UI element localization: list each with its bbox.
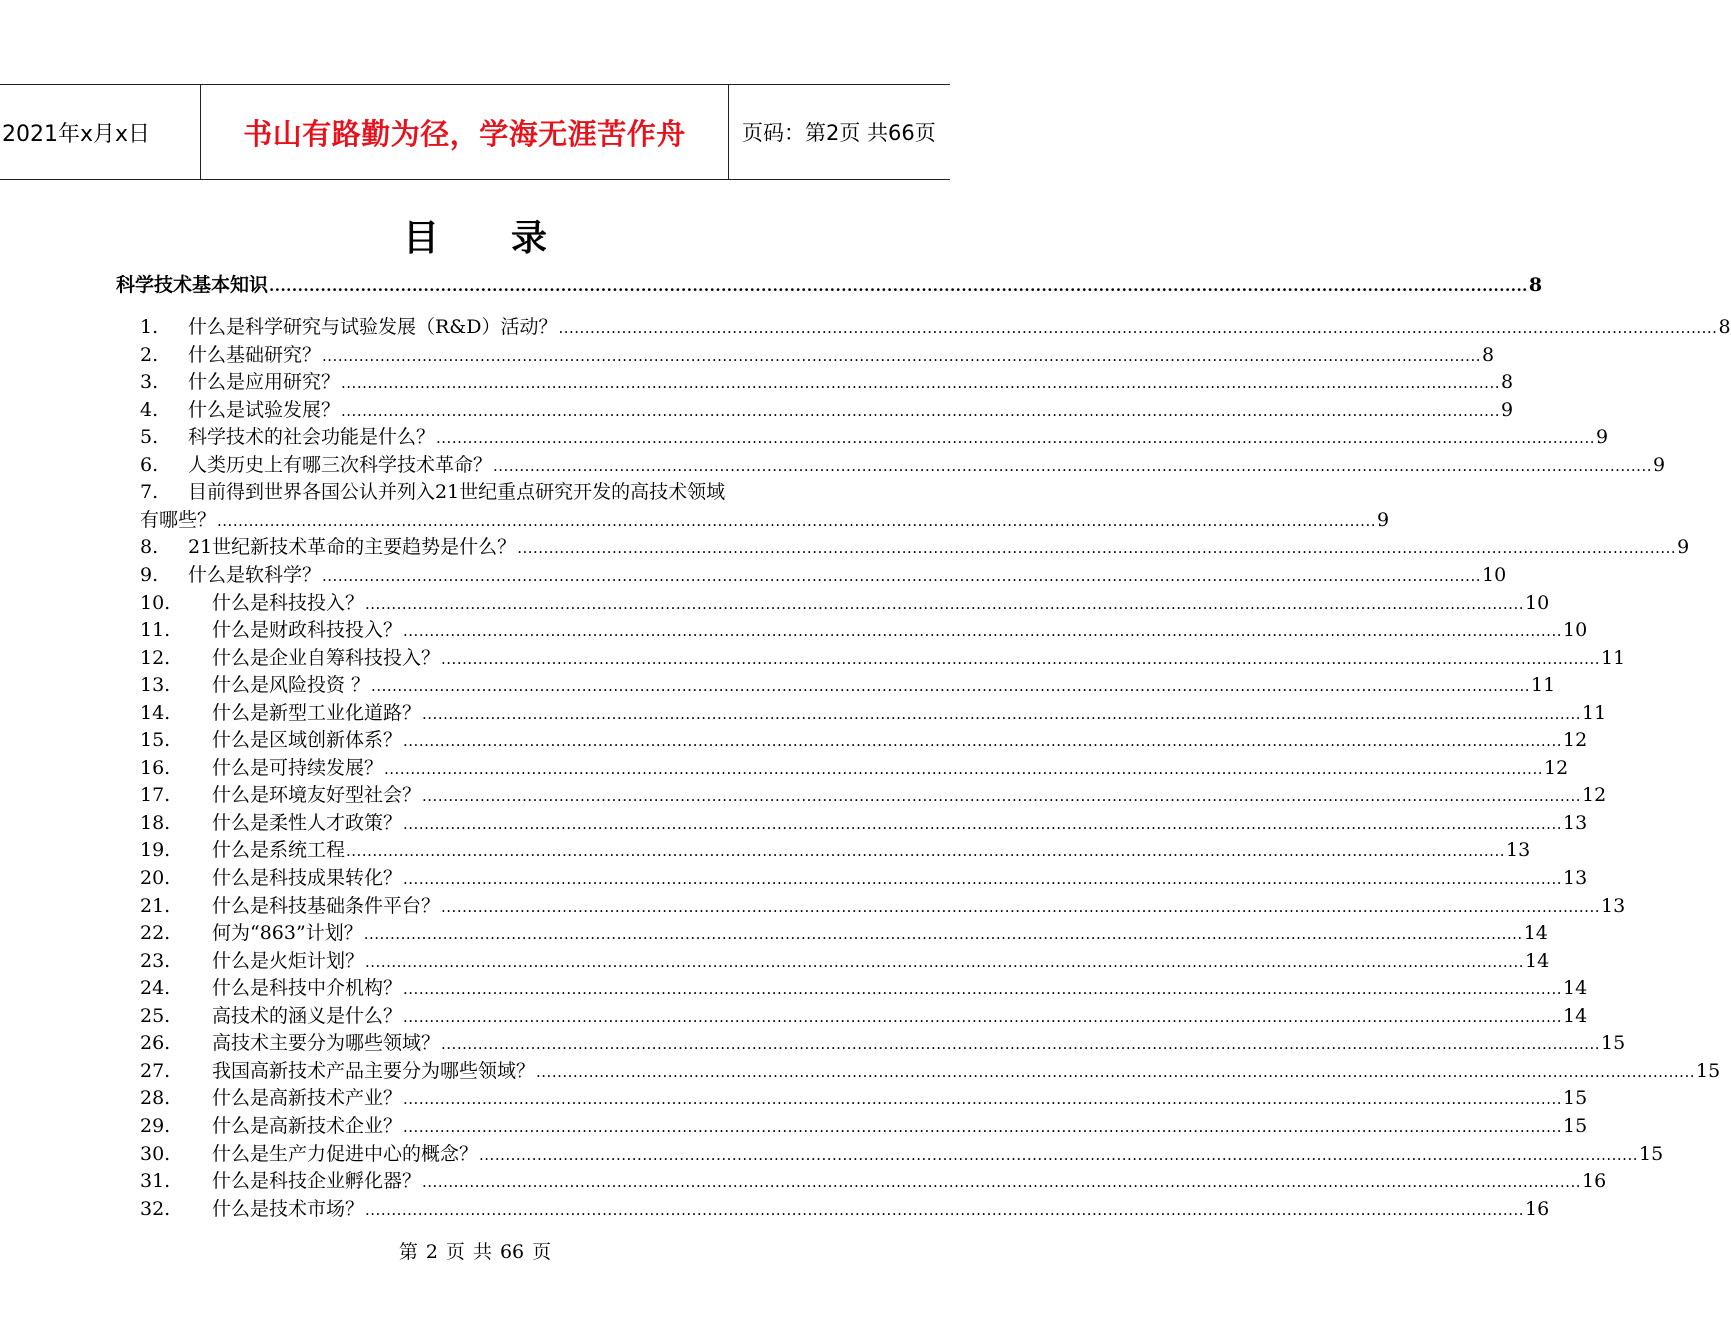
toc-item-number: 5. <box>140 426 159 449</box>
toc-leader-dots: ............................................................................................................................................................................................................................ <box>441 649 1600 668</box>
toc-item[interactable] <box>140 918 1548 945</box>
toc-item-number: 23. <box>140 949 171 972</box>
toc-leader-dots: ............................................................................................................................................................................................................................ <box>403 814 1562 833</box>
toc-item-page: 10 <box>1482 563 1507 586</box>
toc-item-text: 什么是财政科技投入？ <box>212 619 403 642</box>
toc-item-number: 21. <box>140 894 171 917</box>
toc-item[interactable] <box>140 725 1588 752</box>
toc-item-text: 目前得到世界各国公认并列入21世纪重点研究开发的高技术领域 <box>188 481 726 504</box>
toc-item-number: 7. <box>140 481 159 504</box>
toc-item-number: 32. <box>140 1197 171 1220</box>
toc-item-number: 27. <box>140 1059 171 1082</box>
toc-leader-dots: ............................................................................................................................................................................................................................ <box>322 566 1481 585</box>
toc-item-text-continued: 有哪些？ <box>140 508 217 531</box>
toc-leader-dots: ............................................................................................................................................................................................................................ <box>217 511 1376 530</box>
toc-item-text: 什么是柔性人才政策？ <box>212 811 403 834</box>
toc-item[interactable] <box>140 753 1569 780</box>
toc-leader-dots: ............................................................................................................................................................................................................................ <box>403 732 1562 751</box>
toc-item[interactable] <box>140 1139 1664 1166</box>
toc-item-number: 16. <box>140 756 171 779</box>
page-footer <box>0 1237 950 1264</box>
toc-item[interactable] <box>140 395 1514 422</box>
toc-item-text: 什么是区域创新体系？ <box>212 729 403 752</box>
toc-item-number: 17. <box>140 784 171 807</box>
toc-item-text: 什么是科技基础条件平台？ <box>212 894 441 917</box>
toc-leader-dots: ............................................................................................................................................................................................................................ <box>403 1007 1562 1026</box>
toc-item[interactable] <box>140 1083 1588 1110</box>
toc-item[interactable] <box>140 532 1690 559</box>
toc-item-number: 28. <box>140 1087 171 1110</box>
toc-item-number: 26. <box>140 1032 171 1055</box>
toc-item-text: 什么是技术市场？ <box>212 1197 365 1220</box>
toc-item-number: 19. <box>140 839 171 862</box>
toc-leader-dots: ............................................................................................................................................................................................................................ <box>403 622 1562 641</box>
toc-item-page: 13 <box>1601 894 1626 917</box>
header-date: 2021年x月x日 <box>0 85 201 179</box>
toc-item-text: 什么是应用研究？ <box>188 371 341 394</box>
toc-item-number: 11. <box>140 619 171 642</box>
toc-item[interactable] <box>140 1056 1721 1083</box>
toc-item-number: 1. <box>140 316 159 338</box>
header-motto: 书山有路勤为径，学海无涯苦作舟 <box>201 85 729 179</box>
toc-leader-dots: ............................................................................................................................................................................................................................ <box>363 925 1523 944</box>
toc-leader-dots: ............................................................................................................................................................................................................................ <box>403 870 1562 888</box>
toc-item-page: 13 <box>1563 811 1588 834</box>
toc-item-text: 什么是科技成果转化？ <box>212 867 403 889</box>
toc-item-number: 9. <box>140 563 159 586</box>
toc-item-page: 15 <box>1563 1114 1588 1137</box>
toc-item-text: 什么是生产力促进中心的概念？ <box>212 1142 479 1165</box>
toc-item-number: 8. <box>140 536 159 559</box>
toc-item[interactable] <box>140 973 1588 1000</box>
toc-item-page: 8 <box>1718 316 1731 338</box>
toc-item-page: 11 <box>1582 701 1607 724</box>
toc-item[interactable] <box>140 1166 1607 1193</box>
toc-item-text: 什么是科学研究与试验发展（R&D）活动？ <box>188 316 558 338</box>
toc-item-page: 16 <box>1582 1170 1607 1193</box>
toc-item-number: 4. <box>140 398 159 421</box>
toc-leader-dots: ............................................................................................................................................................................................................................ <box>441 897 1600 916</box>
toc-item-text: 什么基础研究？ <box>188 343 322 366</box>
toc-leader-dots: ............................................................................................................................................................................................................................ <box>341 374 1500 393</box>
toc-leader-dots: ............................................................................................................................................................................................................................ <box>422 1173 1581 1192</box>
toc-item-page: 14 <box>1525 949 1550 972</box>
toc-item-number: 20. <box>140 867 171 889</box>
toc-leader-dots: ............................................................................................................................................................................................................................ <box>341 401 1500 420</box>
toc-item[interactable] <box>140 670 1556 697</box>
toc-leader-dots: ............................................................................................................................................................................................................................ <box>517 539 1677 558</box>
toc-item[interactable] <box>140 312 1731 339</box>
toc-item-page: 9 <box>1596 426 1609 449</box>
toc-leader-dots: ............................................................................................................................................................................................................................ <box>365 952 1524 971</box>
toc-item-page: 10 <box>1525 591 1550 614</box>
toc-item[interactable] <box>140 1111 1588 1138</box>
toc-item-text: 高技术的涵义是什么？ <box>212 1004 403 1027</box>
toc-item-text: 什么是火炬计划？ <box>212 949 365 972</box>
toc-leader-dots: ............................................................................................................................................................................................................................ <box>536 1062 1695 1081</box>
toc-item-number: 6. <box>140 453 159 476</box>
toc-item-text: 什么是企业自筹科技投入？ <box>212 646 441 669</box>
toc-leader-dots: ............................................................................................................................................................................................................................ <box>371 677 1531 696</box>
toc-item-text: 21世纪新技术革命的主要趋势是什么？ <box>188 536 517 559</box>
toc-item-number: 13. <box>140 674 171 697</box>
toc-item-page: 11 <box>1601 646 1626 669</box>
toc-item[interactable] <box>140 450 1666 477</box>
toc-item[interactable] <box>140 588 1550 615</box>
toc-item-page: 12 <box>1544 756 1569 779</box>
toc-leader-dots: ............................................................................................................................................................................................................................ <box>493 456 1652 475</box>
toc-item[interactable] <box>140 835 1531 862</box>
toc-item-number: 10. <box>140 591 171 614</box>
toc-item-number: 30. <box>140 1142 171 1165</box>
toc-item-number: 25. <box>140 1004 171 1027</box>
toc-item-page: 9 <box>1501 398 1514 421</box>
toc-item-page: 11 <box>1531 674 1556 697</box>
toc-leader-dots: ............................................................................................................................................................................................................................ <box>346 842 1505 861</box>
footer-mid: 页 共 <box>445 1241 492 1263</box>
toc-item-text: 何为“863”计划？ <box>212 922 363 945</box>
toc-item-text: 科学技术的社会功能是什么？ <box>188 426 436 449</box>
toc-item-page: 15 <box>1563 1087 1588 1110</box>
toc-item[interactable] <box>140 1001 1588 1028</box>
toc-item[interactable] <box>140 615 1588 642</box>
header-page-info: 页码：第2页 共66页 <box>742 121 936 145</box>
toc-leader-dots: ............................................................................................................................................................................................................................ <box>269 277 1528 295</box>
toc-leader-dots: ............................................................................................................................................................................................................................ <box>436 429 1595 448</box>
toc-item-page: 16 <box>1525 1197 1550 1220</box>
toc-item-page: 9 <box>1653 453 1666 476</box>
toc-item-text: 什么是科技投入？ <box>212 591 365 614</box>
toc-item-text: 什么是风险投资 ？ <box>212 674 371 697</box>
toc-leader-dots: ............................................................................................................................................................................................................................ <box>441 1035 1600 1054</box>
toc-item-page: 8 <box>1501 371 1514 394</box>
toc-item-page: 13 <box>1506 839 1531 862</box>
toc-item-text: 什么是系统工程 <box>212 839 346 862</box>
footer-prefix: 第 <box>398 1241 418 1263</box>
toc-item[interactable] <box>140 1194 1550 1221</box>
toc-item[interactable] <box>140 891 1626 918</box>
toc-item-text: 什么是科技企业孵化器？ <box>212 1170 422 1193</box>
toc-item-text: 什么是软科学？ <box>188 563 322 586</box>
toc-section-heading[interactable] <box>116 270 1543 297</box>
footer-page: 2 <box>425 1241 438 1263</box>
toc-leader-dots: ............................................................................................................................................................................................................................ <box>479 1145 1638 1164</box>
toc-item-text: 我国高新技术产品主要分为哪些领域？ <box>212 1059 536 1082</box>
toc-item-number: 12. <box>140 646 171 669</box>
toc-item[interactable] <box>140 946 1550 973</box>
toc-item-number: 22. <box>140 922 171 945</box>
toc-item-text: 什么是高新技术企业？ <box>212 1114 403 1137</box>
toc-item-page: 12 <box>1582 784 1607 807</box>
toc-leader-dots: ............................................................................................................................................................................................................................ <box>365 1200 1524 1219</box>
toc-item-number: 18. <box>140 811 171 834</box>
toc-section-page: 8 <box>1528 274 1543 296</box>
toc-item-page: 15 <box>1639 1142 1664 1165</box>
toc-item-text: 什么是可持续发展？ <box>212 756 384 779</box>
toc-leader-dots: ............................................................................................................................................................................................................................ <box>558 319 1718 337</box>
toc-item[interactable] <box>140 367 1514 394</box>
toc-item[interactable] <box>140 698 1607 725</box>
toc-item-text: 什么是新型工业化道路？ <box>212 701 422 724</box>
toc-item-page: 12 <box>1563 729 1588 752</box>
toc-item-text: 什么是试验发展？ <box>188 398 341 421</box>
page-title: 目录 <box>402 217 619 259</box>
toc-item-text: 什么是环境友好型社会？ <box>212 784 422 807</box>
toc-item-page: 9 <box>1377 508 1390 531</box>
toc-item-page: 8 <box>1482 343 1495 366</box>
toc-item[interactable] <box>140 422 1609 449</box>
toc-leader-dots: ............................................................................................................................................................................................................................ <box>403 1090 1562 1109</box>
page-header <box>0 84 950 180</box>
toc-item[interactable] <box>140 340 1495 367</box>
toc-item-page: 15 <box>1601 1032 1626 1055</box>
toc-item-number: 31. <box>140 1170 171 1193</box>
toc-item[interactable] <box>140 560 1507 587</box>
toc-item-text: 什么是科技中介机构？ <box>212 977 403 1000</box>
toc-item-page: 14 <box>1563 977 1588 1000</box>
footer-suffix: 页 <box>532 1241 552 1263</box>
toc-item-page: 13 <box>1563 867 1588 889</box>
toc-leader-dots: ............................................................................................................................................................................................................................ <box>422 787 1581 806</box>
toc-item[interactable] <box>140 780 1607 807</box>
footer-total: 66 <box>499 1241 525 1263</box>
toc-leader-dots: ............................................................................................................................................................................................................................ <box>365 594 1524 613</box>
toc-item-text: 高技术主要分为哪些领域？ <box>212 1032 441 1055</box>
toc-item-number: 2. <box>140 343 159 366</box>
toc-item[interactable] <box>140 643 1626 670</box>
toc-item-continuation[interactable] <box>140 505 1390 532</box>
toc-item-text: 什么是高新技术产业？ <box>212 1087 403 1110</box>
toc-item-page: 14 <box>1563 1004 1588 1027</box>
toc-leader-dots: ............................................................................................................................................................................................................................ <box>384 759 1543 778</box>
toc-item[interactable] <box>140 477 834 504</box>
toc-item-page: 15 <box>1696 1059 1721 1082</box>
toc-item-number: 29. <box>140 1114 171 1137</box>
toc-item-page: 14 <box>1523 922 1548 945</box>
toc-item[interactable] <box>140 1028 1626 1055</box>
toc-item-number: 14. <box>140 701 171 724</box>
toc-item-page: 9 <box>1677 536 1690 559</box>
toc-item-text: 人类历史上有哪三次科学技术革命？ <box>188 453 493 476</box>
toc-item-number: 24. <box>140 977 171 1000</box>
toc-item[interactable] <box>140 808 1588 835</box>
toc-leader-dots: ............................................................................................................................................................................................................................ <box>322 346 1481 365</box>
toc-item[interactable] <box>140 863 1588 890</box>
toc-leader-dots: ............................................................................................................................................................................................................................ <box>422 704 1581 723</box>
toc-item-page: 10 <box>1563 619 1588 642</box>
toc-item-number: 15. <box>140 729 171 752</box>
toc-leader-dots: ............................................................................................................................................................................................................................ <box>403 1117 1562 1136</box>
toc-leader-dots: ............................................................................................................................................................................................................................ <box>403 980 1562 999</box>
toc-item-number: 3. <box>140 371 159 394</box>
toc-section-label: 科学技术基本知识 <box>116 274 269 296</box>
